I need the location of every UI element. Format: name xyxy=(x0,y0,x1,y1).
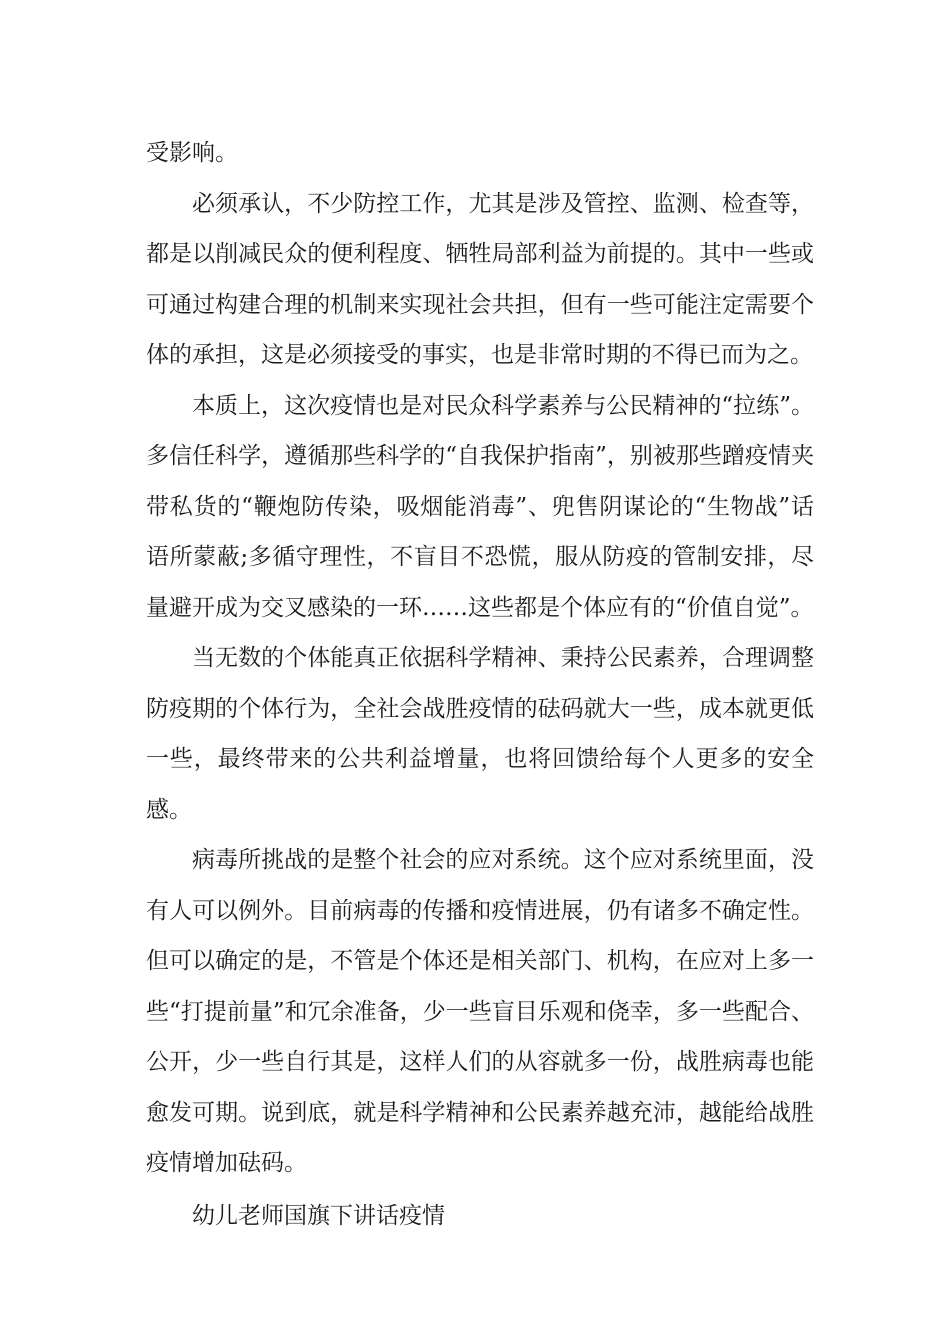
section-title: 幼儿老师国旗下讲话疫情 xyxy=(192,1202,445,1229)
document-body xyxy=(146,128,814,1241)
paragraph: 病毒所挑战的是整个社会的应对系统。这个应对系统里面，没有人可以例外。目前病毒的传播和疫情进展，仍有诸多不确定性。但可以确定的是，不管是个体还是相关部门、机构，在应对上多一些“打提前量”和冗余准备，少一些盲目乐观和侥幸，多一些配合、公开，少一些自行其是，这样人们的从容就多一份，战胜病毒也能愈发可期。说到底，就是科学精神和公民素养越充沛，越能给战胜疫情增加砝码。 xyxy=(146,847,814,1176)
paragraph-continuation: 受影响。 xyxy=(146,140,238,166)
paragraph: 本质上，这次疫情也是对民众科学素养与公民精神的“拉练”。多信任科学，遵循那些科学的“自我保护指南”，别被那些蹭疫情夹带私货的“鞭炮防传染，吸烟能消毒”、兜售阴谋论的“生物战”话语所蒙蔽;多循守理性，不盲目不恐慌，服从防疫的管制安排，尽量避开成为交叉感染的一环……这些都是个体应有的“价值自觉”。 xyxy=(146,392,814,621)
paragraph: 必须承认，不少防控工作，尤其是涉及管控、监测、检查等，都是以削减民众的便利程度、牺牲局部利益为前提的。其中一些或可通过构建合理的机制来实现社会共担，但有一些可能注定需要个体的承担，这是必须接受的事实，也是非常时期的不得已而为之。 xyxy=(146,190,814,368)
paragraph: 当无数的个体能真正依据科学精神、秉持公民素养，合理调整防疫期的个体行为，全社会战胜疫情的砝码就大一些，成本就更低一些，最终带来的公共利益增量，也将回馈给每个人更多的安全感。 xyxy=(146,645,814,823)
